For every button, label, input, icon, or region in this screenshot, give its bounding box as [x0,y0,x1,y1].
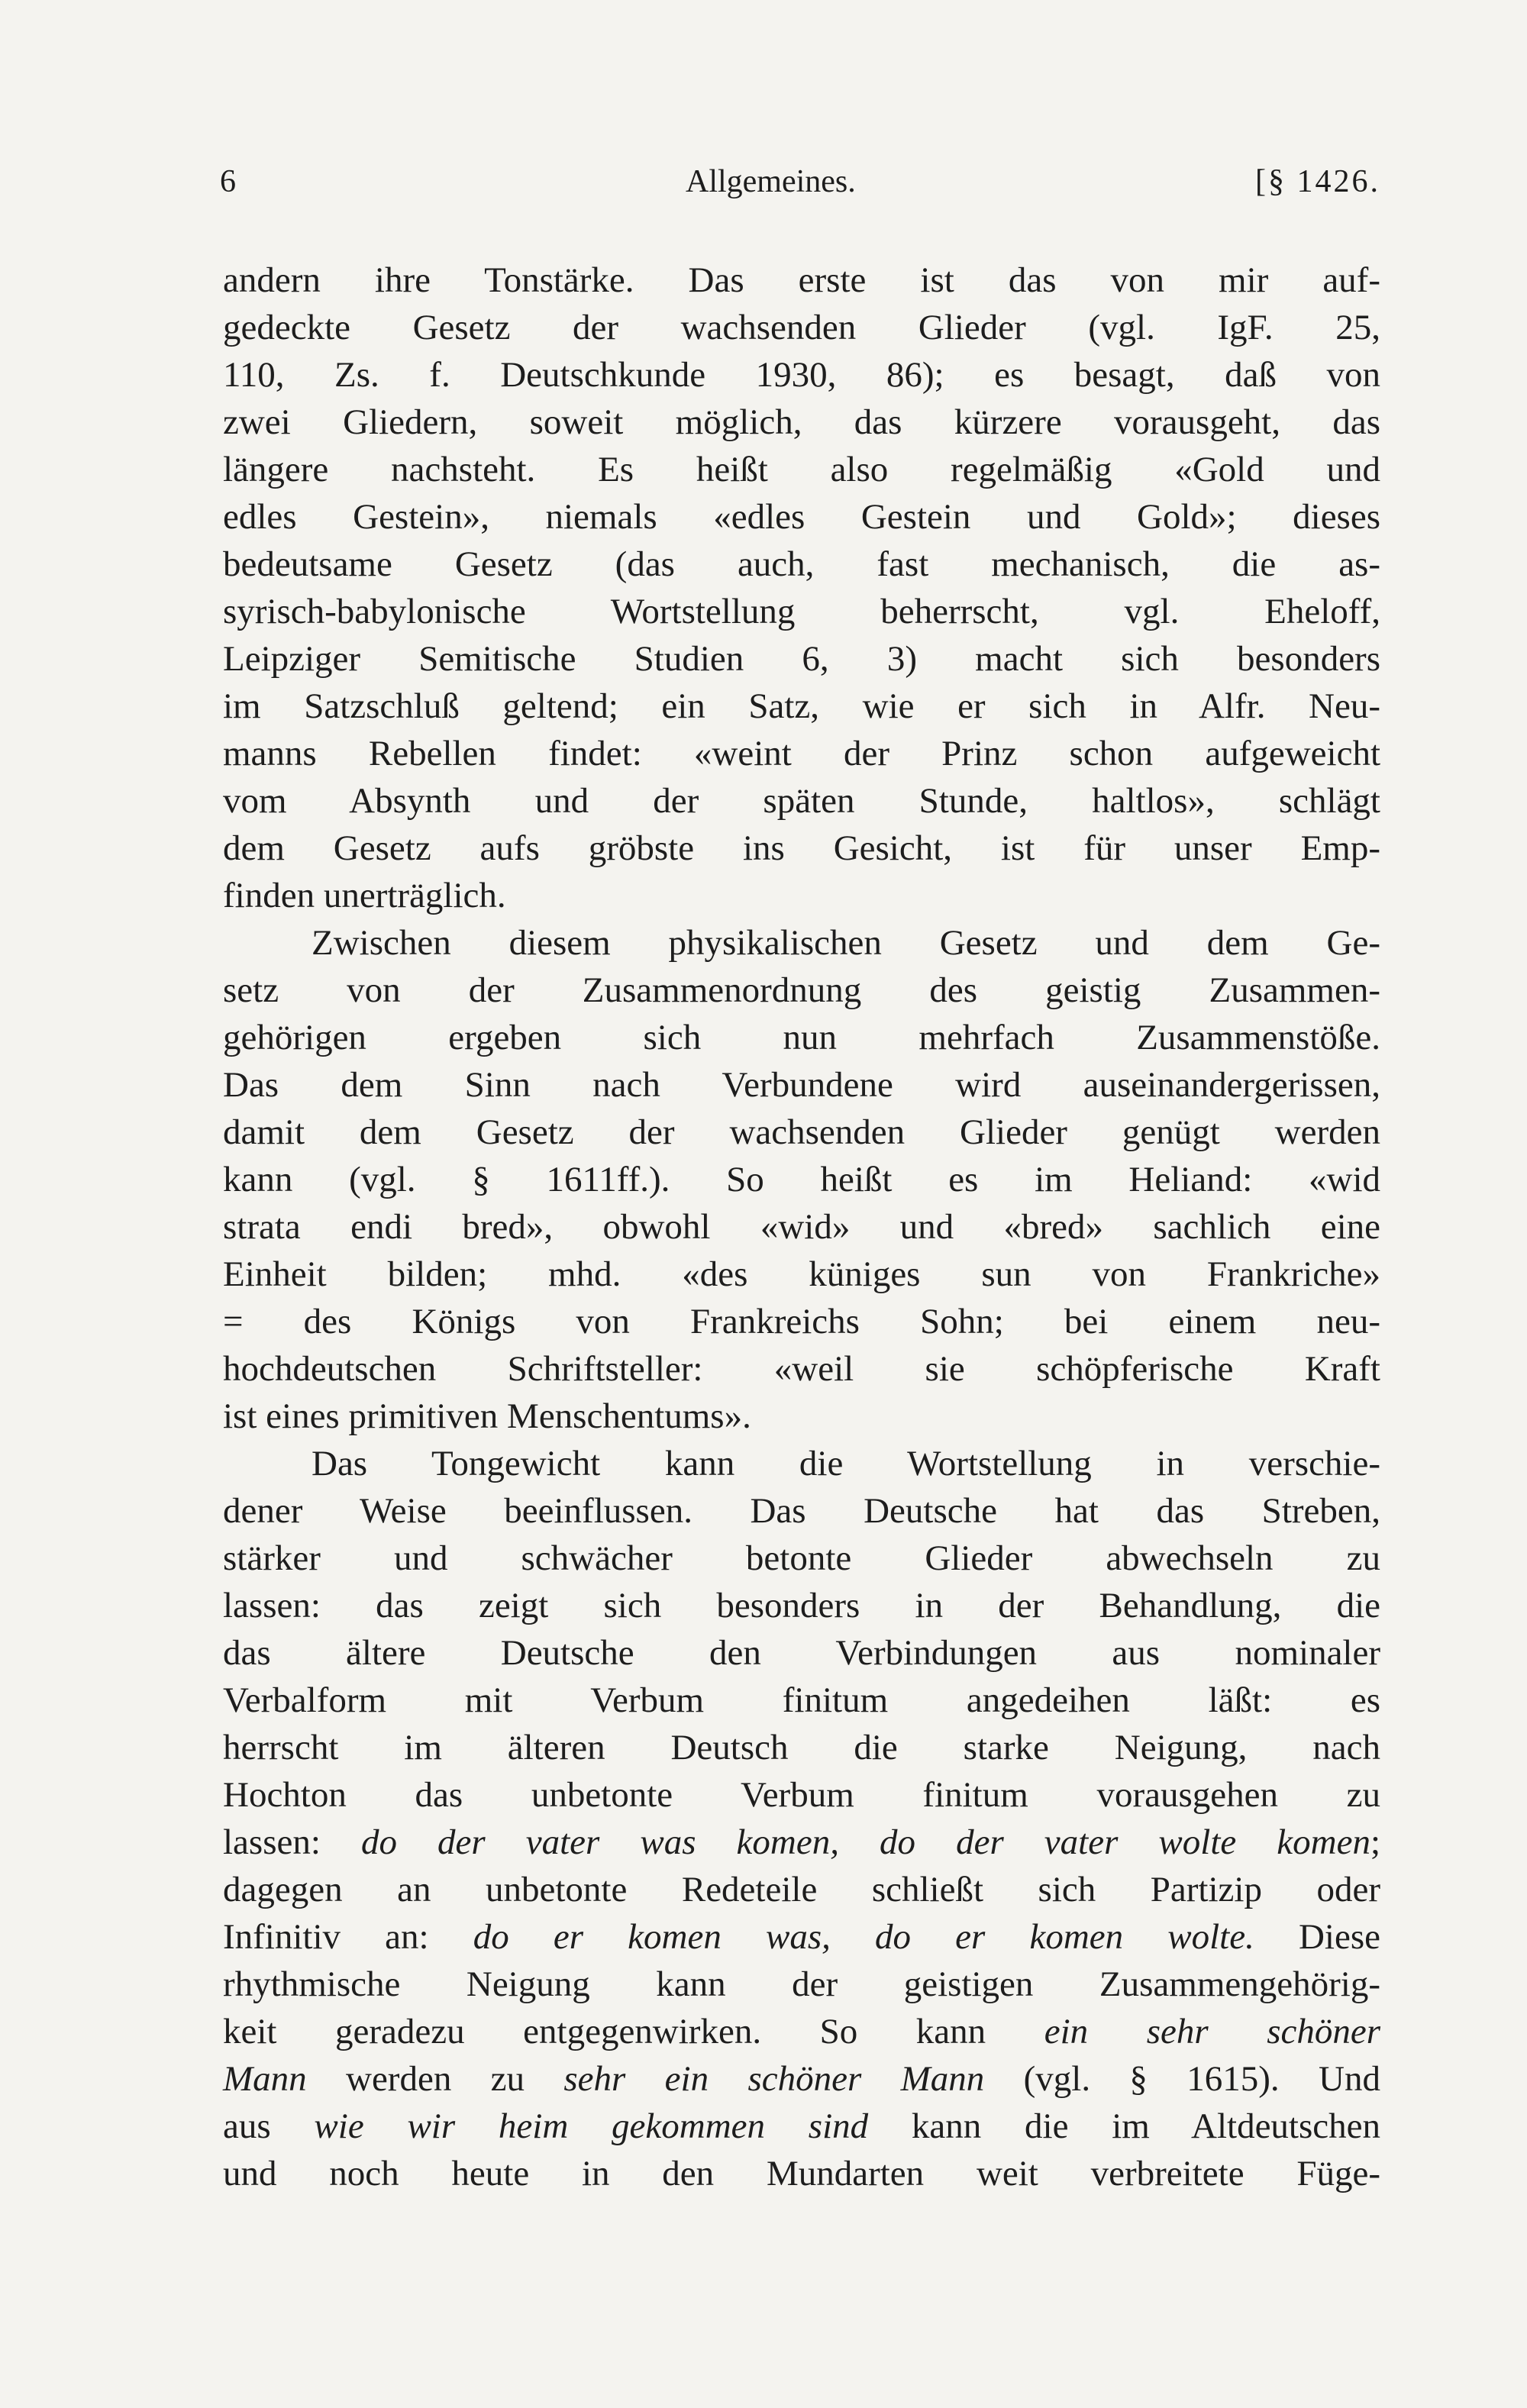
text-line [223,967,1380,1014]
text-line [223,1487,1380,1535]
text-segment: längere nachsteht. Es heißt also regelmäßig «Gold und [223,450,1380,489]
italic-example: do er komen wolte. [875,1917,1254,1957]
text-segment: dagegen an unbetonte Redeteile schließt sich Partizip oder [223,1870,1380,1909]
body-text [223,257,1380,2197]
text-line [223,825,1380,872]
text-segment: 110, Zs. f. Deutschkunde 1930, 86); es besagt, daß von [223,355,1380,395]
text-line [223,730,1380,777]
text-segment: Hochton das unbetonte Verbum finitum vorausgehen zu [223,1775,1380,1815]
text-line [223,257,1380,304]
italic-example: do er komen was, [473,1917,831,1957]
text-segment: keit geradezu entgegenwirken. So kann [223,2012,1044,2051]
running-header [220,163,1380,209]
text-line [223,1203,1380,1251]
text-segment: Das dem Sinn nach Verbundene wird auseinandergerissen, [223,1065,1380,1105]
text-line [223,493,1380,541]
text-line [223,1014,1380,1061]
text-line [223,1345,1380,1393]
italic-example: wie wir heim gekommen sind [314,2106,869,2146]
text-segment: kann (vgl. § 1611ff.). So heißt es im Heliand: «wid [223,1160,1380,1199]
text-segment [839,1822,880,1862]
text-segment: syrisch-babylonische Wortstellung beherrscht, vgl. Eheloff, [223,592,1380,631]
text-segment: Verbalform mit Verbum finitum angedeihen läßt: es [223,1680,1380,1720]
page-number: 6 [220,164,236,199]
text-line [223,351,1380,399]
text-segment: dener Weise beeinflussen. Das Deutsche hat das Streben, [223,1491,1380,1531]
text-segment: Einheit bilden; mhd. «des küniges sun von Frankriche» [223,1254,1380,1294]
running-title: Allgemeines. [686,164,856,199]
text-segment: zwei Gliedern, soweit möglich, das kürzere vorausgeht, das [223,402,1380,442]
text-line [223,1440,1380,1487]
text-segment: rhythmische Neigung kann der geistigen Zusammengehörig- [223,1964,1380,2004]
text-segment: lassen: das zeigt sich besonders in der Behandlung, die [223,1586,1380,1625]
text-line [223,304,1380,351]
text-line [223,1156,1380,1203]
text-line [223,1535,1380,1582]
text-line [223,1677,1380,1724]
text-segment: bedeutsame Gesetz (das auch, fast mechanisch, die as- [223,544,1380,584]
text-line [223,635,1380,683]
text-segment: dem Gesetz aufs gröbste ins Gesicht, ist für unser Emp- [223,828,1380,868]
text-segment: gedeckte Gesetz der wachsenden Glieder (vgl. IgF. 25, [223,308,1380,347]
italic-example: ein sehr schöner [1044,2012,1380,2051]
text-line [223,2103,1380,2150]
text-segment: Zwischen diesem physikalischen Gesetz und dem Ge- [312,923,1380,963]
text-segment: im Satzschluß geltend; ein Satz, wie er sich in Alfr. Neu- [223,686,1380,726]
text-segment [831,1917,875,1957]
text-segment: hochdeutschen Schriftsteller: «weil sie schöpferische Kraft [223,1349,1380,1389]
text-line [223,1629,1380,1677]
text-segment: werden zu [306,2059,564,2099]
text-segment: finden unerträglich. [223,876,506,915]
text-line [223,1393,1380,1440]
text-segment: Das Tongewicht kann die Wortstellung in verschie- [312,1444,1380,1483]
text-line [223,2008,1380,2055]
text-line [223,541,1380,588]
text-line [223,1819,1380,1866]
text-line [223,919,1380,967]
text-segment: Infinitiv an: [223,1917,473,1957]
text-line [223,2150,1380,2197]
text-segment: strata endi bred», obwohl «wid» und «bred» sachlich eine [223,1207,1380,1247]
text-segment: aus [223,2106,315,2146]
text-line [223,399,1380,446]
text-segment: manns Rebellen findet: «weint der Prinz schon aufgeweicht [223,734,1380,773]
text-segment: vom Absynth und der späten Stunde, haltlos», schlägt [223,781,1380,821]
text-line [223,777,1380,825]
text-segment: damit dem Gesetz der wachsenden Glieder genügt werden [223,1112,1380,1152]
text-segment: und noch heute in den Mundarten weit verbreitete Füge- [223,2154,1380,2193]
text-segment: stärker und schwächer betonte Glieder abwechseln zu [223,1538,1380,1578]
text-line [223,1251,1380,1298]
text-segment: (vgl. § 1615). Und [984,2059,1380,2099]
text-segment: lassen: [223,1822,361,1862]
text-line [223,1724,1380,1771]
italic-example: Mann [223,2059,307,2099]
text-segment: herrscht im älteren Deutsch die starke Neigung, nach [223,1728,1380,1767]
text-segment: Leipziger Semitische Studien 6, 3) macht sich besonders [223,639,1380,679]
text-segment: das ältere Deutsche den Verbindungen aus nominaler [223,1633,1380,1673]
italic-example: do der vater wolte komen [880,1822,1370,1862]
text-segment: gehörigen ergeben sich nun mehrfach Zusammenstöße. [223,1018,1380,1057]
italic-example: sehr ein schöner Mann [563,2059,985,2099]
text-line [223,588,1380,635]
text-segment: ; [1370,1822,1381,1862]
section-marker: [§ 1426. [1255,164,1380,199]
text-segment: edles Gestein», niemals «edles Gestein und Gold»; dieses [223,497,1380,537]
text-line [223,1109,1380,1156]
italic-example: do der vater was komen, [360,1822,839,1862]
text-segment: andern ihre Tonstärke. Das erste ist das von mir auf- [223,260,1380,300]
text-line [223,1582,1380,1629]
text-line [223,872,1380,919]
text-line [223,1961,1380,2008]
text-line [223,683,1380,730]
text-line [223,446,1380,493]
text-line [223,1061,1380,1109]
text-segment: Diese [1254,1917,1380,1957]
text-segment: setz von der Zusammenordnung des geistig Zusammen- [223,970,1380,1010]
text-segment: = des Königs von Frankreichs Sohn; bei einem neu- [223,1302,1380,1341]
text-line [223,1771,1380,1819]
text-segment: kann die im Altdeutschen [868,2106,1381,2146]
text-line [223,1298,1380,1345]
text-line [223,1866,1380,1913]
text-line [223,2055,1380,2103]
text-segment: ist eines primitiven Menschentums». [223,1396,751,1436]
text-line [223,1913,1380,1961]
